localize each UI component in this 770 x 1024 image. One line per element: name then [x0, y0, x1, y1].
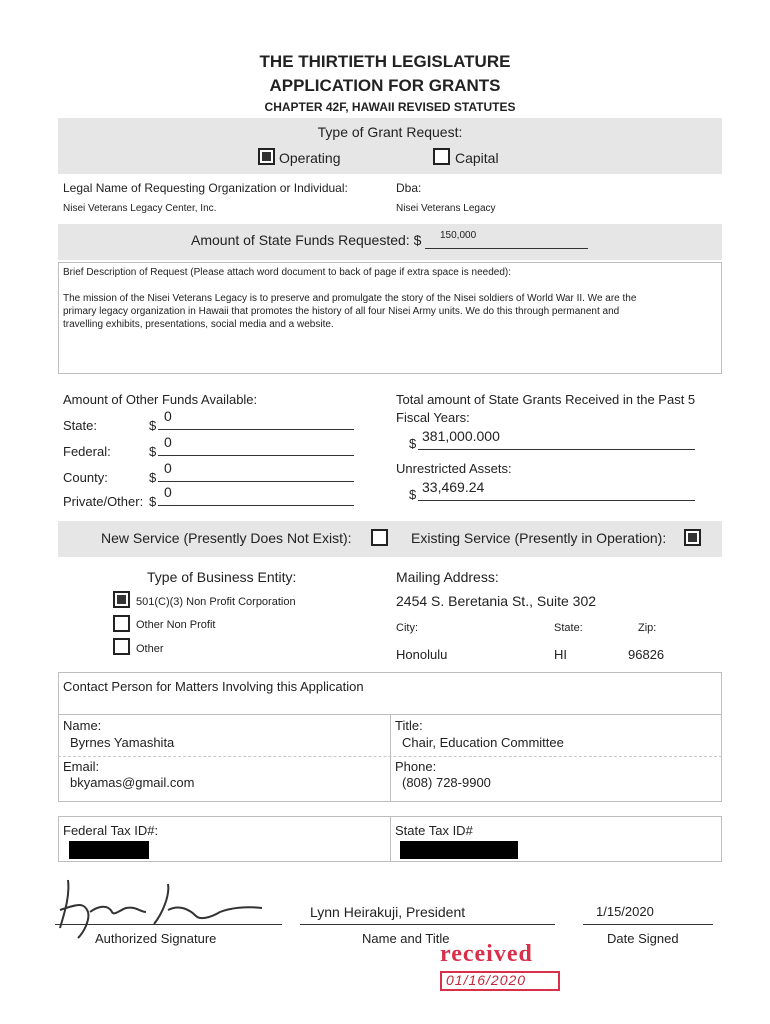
capital-label: Capital	[455, 150, 499, 166]
date-signed-value[interactable]: 1/15/2020	[596, 904, 654, 919]
contact-title-value[interactable]: Chair, Education Committee	[402, 735, 564, 750]
grant-type-label: Type of Grant Request:	[317, 124, 463, 140]
contact-email-label: Email:	[63, 759, 100, 774]
date-signed-line	[583, 924, 713, 925]
description-box[interactable]	[58, 262, 722, 374]
new-service-checkbox[interactable]	[371, 529, 388, 546]
private-funds-line	[158, 505, 354, 506]
dba-value[interactable]: Nisei Veterans Legacy	[396, 203, 496, 214]
mailing-street-value[interactable]: 2454 S. Beretania St., Suite 302	[396, 593, 597, 609]
name-title-line	[300, 924, 555, 925]
state-funds-dollar: $	[149, 418, 157, 433]
business-entity-label: Type of Business Entity:	[147, 569, 297, 585]
entity-501c3-label: 501(C)(3) Non Profit Corporation	[136, 596, 296, 608]
federal-funds-dollar: $	[149, 444, 157, 459]
federal-tax-id-label: Federal Tax ID#:	[63, 823, 159, 838]
contact-name-value[interactable]: Byrnes Yamashita	[70, 735, 175, 750]
date-signed-label: Date Signed	[607, 931, 679, 946]
zip-label: Zip:	[638, 622, 657, 634]
entity-other-checkbox[interactable]	[113, 638, 130, 655]
county-funds-value[interactable]: 0	[164, 460, 172, 476]
city-value[interactable]: Honolulu	[396, 647, 448, 662]
federal-funds-label: Federal:	[63, 444, 111, 459]
county-funds-line	[158, 481, 354, 482]
zip-value[interactable]: 96826	[628, 647, 665, 662]
funds-requested-value[interactable]: 150,000	[440, 230, 477, 241]
description-line2: primary legacy organization in Hawaii that promotes the history of all four Nisei Army units. We do this through permanent and	[63, 306, 620, 317]
contact-name-label: Name:	[63, 718, 102, 733]
received-stamp-word: received	[440, 941, 533, 967]
funds-requested-label: Amount of State Funds Requested: $	[191, 232, 422, 248]
federal-tax-id-redaction	[69, 841, 149, 859]
tax-column-divider	[390, 816, 391, 862]
operating-label: Operating	[279, 150, 341, 166]
city-label: City:	[396, 622, 418, 634]
other-funds-label: Amount of Other Funds Available:	[63, 392, 258, 407]
form-title-line1: THE THIRTIETH LEGISLATURE	[259, 52, 511, 71]
description-line1: The mission of the Nisei Veterans Legacy is to preserve and promulgate the story of the Nisei soldiers of World War II. We are the	[63, 293, 637, 304]
contact-row-divider	[58, 756, 722, 757]
form-title-line2: APPLICATION FOR GRANTS	[269, 76, 501, 95]
county-funds-label: County:	[63, 470, 108, 485]
state-funds-label: State:	[63, 418, 97, 433]
operating-checkbox[interactable]	[258, 148, 275, 165]
funds-requested-line	[425, 248, 588, 249]
contact-phone-label: Phone:	[395, 759, 437, 774]
private-funds-label: Private/Other:	[63, 494, 144, 509]
unrestricted-assets-value[interactable]: 33,469.24	[422, 479, 485, 495]
contact-title-label: Title:	[395, 718, 423, 733]
state-funds-value[interactable]: 0	[164, 408, 172, 424]
contact-email-value[interactable]: bkyamas@gmail.com	[70, 775, 195, 790]
state-label: State:	[554, 622, 583, 634]
name-title-label: Name and Title	[362, 931, 450, 946]
entity-other-label: Other	[136, 643, 164, 655]
state-grants-dollar: $	[409, 436, 417, 451]
existing-service-checkbox[interactable]	[684, 529, 701, 546]
received-stamp-date: 01/16/2020	[446, 972, 527, 988]
signature-line	[55, 924, 282, 925]
unrestricted-assets-dollar: $	[409, 487, 417, 502]
state-grants-value[interactable]: 381,000.000	[422, 428, 500, 444]
legal-name-label: Legal Name of Requesting Organization or Individual:	[63, 181, 348, 195]
description-line3: travelling exhibits, presentations, social media and a website.	[63, 319, 334, 330]
capital-checkbox[interactable]	[433, 148, 450, 165]
state-tax-id-redaction	[400, 841, 518, 859]
dba-label: Dba:	[396, 181, 422, 195]
description-label: Brief Description of Request (Please attach word document to back of page if extra space is needed):	[63, 267, 512, 278]
state-grants-label-line2: Fiscal Years:	[396, 410, 470, 425]
entity-501c3-checkbox[interactable]	[113, 591, 130, 608]
form-subtitle: CHAPTER 42F, HAWAII REVISED STATUTES	[264, 100, 516, 114]
private-funds-value[interactable]: 0	[164, 484, 172, 500]
new-service-label: New Service (Presently Does Not Exist):	[101, 530, 352, 546]
received-stamp	[438, 941, 562, 993]
state-grants-line	[418, 449, 695, 450]
unrestricted-assets-label: Unrestricted Assets:	[396, 461, 512, 476]
signer-name-value[interactable]: Lynn Heirakuji, President	[310, 904, 466, 920]
legal-name-value[interactable]: Nisei Veterans Legacy Center, Inc.	[63, 203, 217, 214]
state-funds-line	[158, 429, 354, 430]
state-tax-id-label: State Tax ID#	[395, 823, 473, 838]
private-funds-dollar: $	[149, 494, 157, 509]
contact-phone-value[interactable]: (808) 728-9900	[402, 775, 491, 790]
federal-funds-value[interactable]: 0	[164, 434, 172, 450]
state-grants-label-line1: Total amount of State Grants Received in the Past 5	[396, 392, 696, 407]
state-value[interactable]: HI	[554, 647, 567, 662]
entity-other-nonprofit-checkbox[interactable]	[113, 615, 130, 632]
county-funds-dollar: $	[149, 470, 157, 485]
unrestricted-assets-line	[418, 500, 695, 501]
contact-column-divider	[390, 714, 391, 802]
existing-service-label: Existing Service (Presently in Operation):	[411, 530, 667, 546]
mailing-address-label: Mailing Address:	[396, 569, 499, 585]
signature-label: Authorized Signature	[95, 931, 217, 946]
contact-heading: Contact Person for Matters Involving this Application	[63, 679, 364, 694]
entity-other-nonprofit-label: Other Non Profit	[136, 619, 216, 631]
federal-funds-line	[158, 455, 354, 456]
